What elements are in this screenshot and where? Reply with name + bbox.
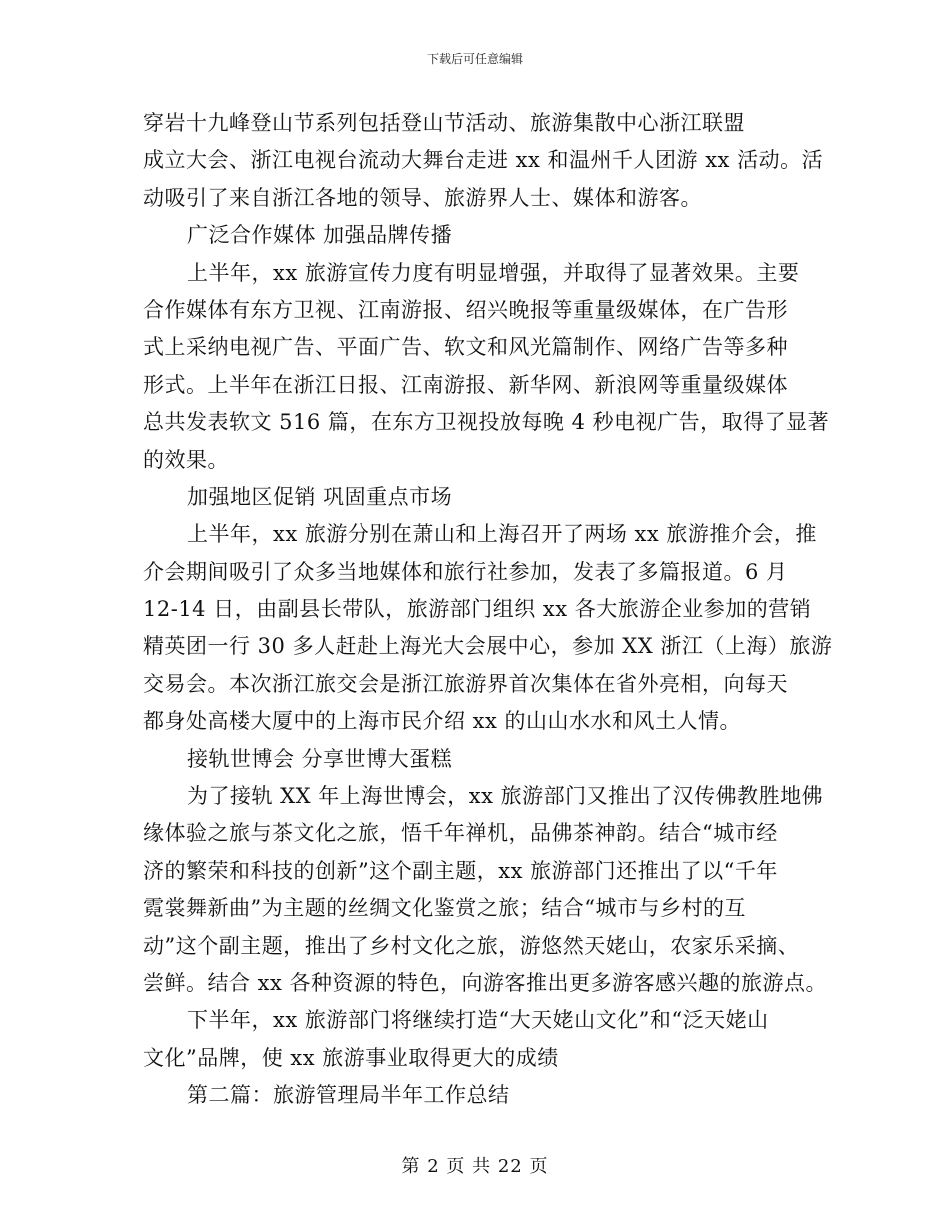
paragraph-line: 式上采纳电视广告、平面广告、软文和风光篇制作、网络广告等多种 bbox=[143, 335, 788, 360]
paragraph-line: 济的繁荣和科技的创新”这个副主题，xx 旅游部门还推出了以“千年 bbox=[143, 858, 778, 883]
paragraph-line: 都身处高楼大厦中的上海市民介绍 xx 的山山水水和风土人情。 bbox=[143, 709, 742, 734]
section-heading: 广泛合作媒体 加强品牌传播 bbox=[187, 223, 453, 248]
page-number-footer: 第 2 页 共 22 页 bbox=[401, 1156, 549, 1177]
paragraph-line: 合作媒体有东方卫视、江南游报、绍兴晚报等重量级媒体，在广告形 bbox=[143, 297, 788, 322]
paragraph-line: 交易会。本次浙江旅交会是浙江旅游界首次集体在省外亮相，向每天 bbox=[143, 671, 788, 696]
paragraph-line: 缘体验之旅与茶文化之旅，悟千年禅机，品佛茶神韵。结合“城市经 bbox=[143, 821, 778, 846]
paragraph-line: 下半年，xx 旅游部门将继续打造“大天姥山文化”和“泛天姥山 bbox=[187, 1008, 769, 1033]
section-heading: 第二篇：旅游管理局半年工作总结 bbox=[187, 1083, 510, 1108]
paragraph-line: 穿岩十九峰登山节系列包括登山节活动、旅游集散中心浙江联盟 bbox=[143, 111, 745, 135]
paragraph-line: 成立大会、浙江电视台流动大舞台走进 xx 和温州千人团游 xx 活动。活 bbox=[143, 148, 824, 173]
paragraph-line: 介会期间吸引了众多当地媒体和旅行社参加，发表了多篇报道。6 月 bbox=[143, 559, 788, 584]
paragraph-line: 的效果。 bbox=[143, 447, 229, 472]
paragraph-line: 上半年，xx 旅游分别在萧山和上海召开了两场 xx 旅游推介会，推 bbox=[187, 522, 817, 547]
paragraph-line: 总共发表软文 516 篇，在东方卫视投放每晚 4 秒电视广告，取得了显著 bbox=[143, 410, 830, 435]
section-heading: 接轨世博会 分享世博大蛋糕 bbox=[187, 746, 453, 771]
paragraph-line: 动吸引了来自浙江各地的领导、旅游界人士、媒体和游客。 bbox=[143, 185, 702, 210]
paragraph-line: 霓裳舞新曲”为主题的丝绸文化鉴赏之旅；结合“城市与乡村的互 bbox=[143, 896, 746, 921]
paragraph-line: 为了接轨 XX 年上海世博会，xx 旅游部门又推出了汉传佛教胜地佛 bbox=[187, 784, 824, 809]
page-header: 下载后可任意编辑 bbox=[426, 52, 523, 66]
paragraph-line: 12-14 日，由副县长带队，旅游部门组织 xx 各大旅游企业参加的营销 bbox=[143, 597, 812, 622]
paragraph-line: 动”这个副主题，推出了乡村文化之旅，游悠然天姥山，农家乐采摘、 bbox=[143, 933, 800, 958]
section-heading: 加强地区促销 巩固重点市场 bbox=[187, 484, 453, 509]
paragraph-line: 文化”品牌，使 xx 旅游事业取得更大的成绩 bbox=[143, 1045, 559, 1070]
paragraph-line: 尝鲜。结合 xx 各种资源的特色，向游客推出更多游客感兴趣的旅游点。 bbox=[143, 970, 828, 995]
paragraph-line: 精英团一行 30 多人赶赴上海光大会展中心，参加 XX 浙江（上海）旅游 bbox=[143, 634, 833, 659]
paragraph-line: 上半年，xx 旅游宣传力度有明显增强，并取得了显著效果。主要 bbox=[187, 260, 800, 285]
document-body bbox=[143, 105, 833, 1115]
paragraph-line: 形式。上半年在浙江日报、江南游报、新华网、新浪网等重量级媒体 bbox=[143, 372, 788, 397]
